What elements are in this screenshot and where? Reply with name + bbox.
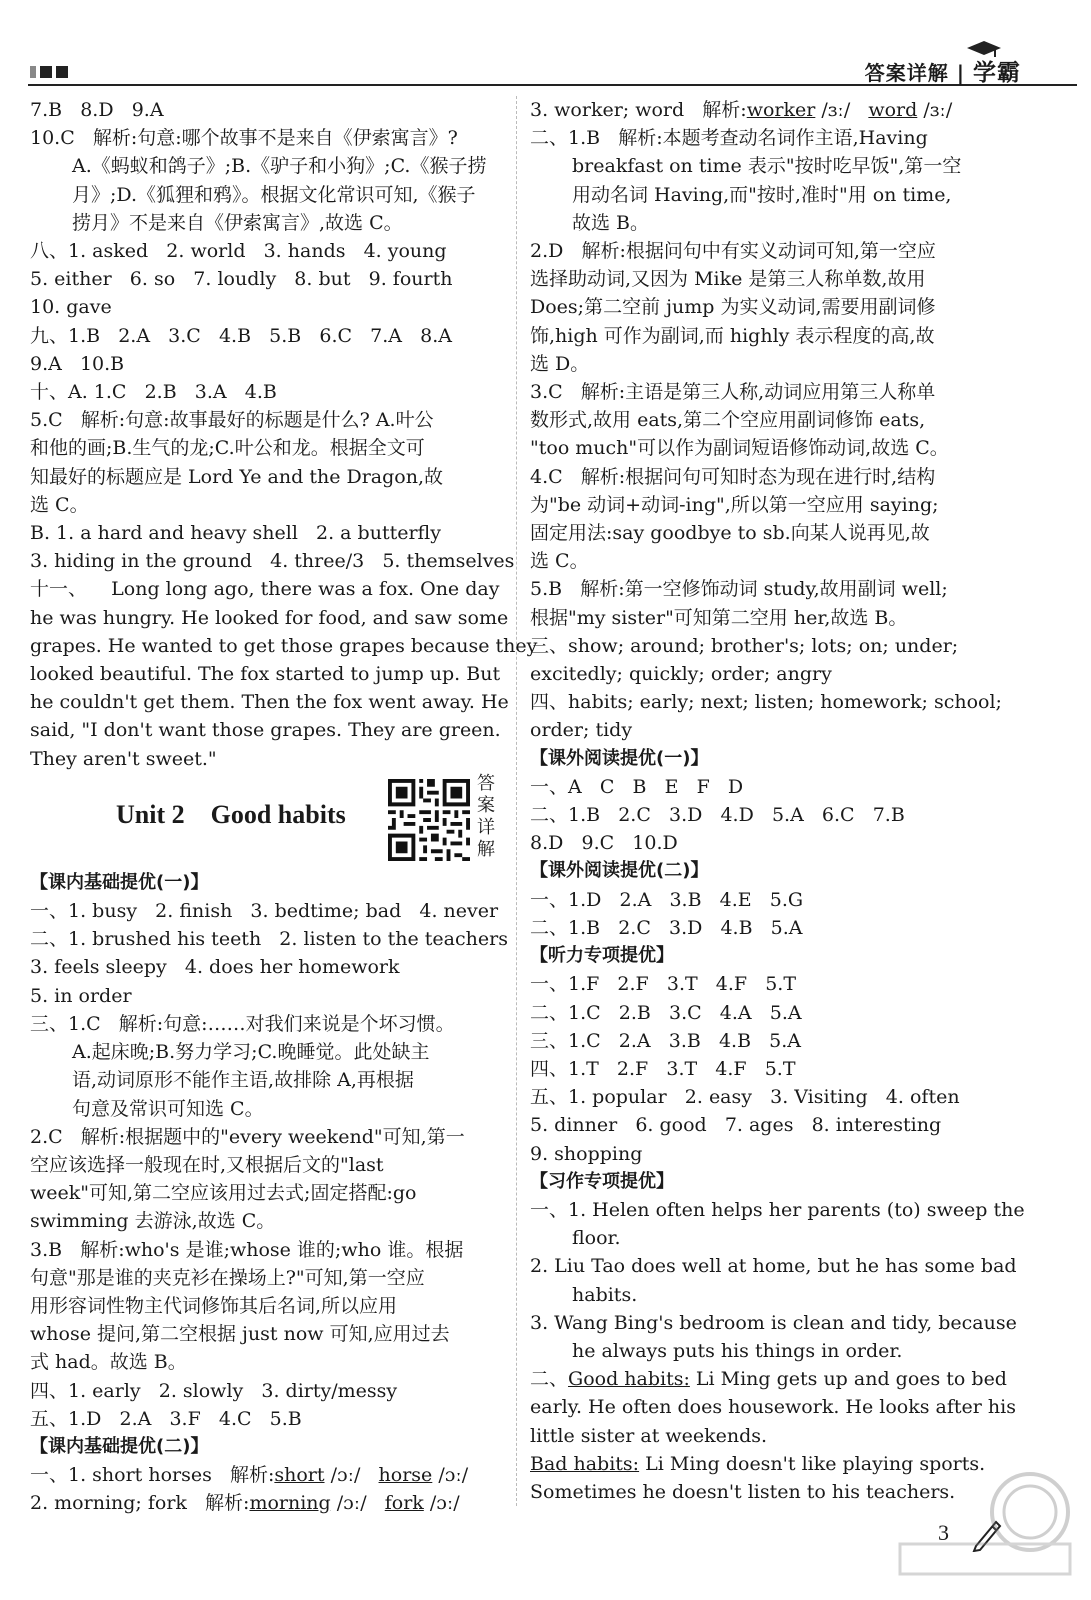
text-line: 一、A C B E F D [530,775,744,798]
text-line: 为"be 动词+动词-ing",所以第一空应用 saying; [530,493,939,516]
page-number: 3 [938,1520,949,1545]
text-line: habits. [572,1283,638,1306]
text-line: 二、1.B 2.C 3.D 4.B 5.A [530,916,803,939]
text-line: 九、1.B 2.A 3.C 4.B 5.B 6.C 7.A 8.A [30,324,452,347]
phonics-word: short [274,1464,325,1487]
header-title-block: 答案详解 | 学霸 [864,60,1021,86]
text-line: 5. either 6. so 7. loudly 8. but 9. fourth [30,268,453,291]
text-line: 9. shopping [530,1142,643,1165]
text-line: 3.C 解析:主语是第三人称,动词应用第三人称单 [530,381,936,404]
text-line: "too much"可以作为副词短语修饰动词,故选 C。 [530,437,949,460]
text-line: 二、1.B 解析:本题考查动名词作主语,Having [530,127,928,150]
text-line: 用动名词 Having,而"按时,准时"用 on time, [572,183,952,206]
text-line: 7.B 8.D 9.A [30,99,164,121]
text-line: 二、1.C 2.B 3.C 4.A 5.A [530,1001,802,1024]
essay-line: little sister at weekends. [530,1424,768,1447]
phonics-word: horse [378,1464,433,1487]
watermark-logo [880,1452,1080,1582]
essay-line: he couldn't get them. Then the fox went away. He [30,691,509,714]
text-line: floor. [572,1227,621,1250]
text-line: A.《蚂蚁和鸽子》;B.《驴子和小狗》;C.《猴子捞 [72,155,487,178]
text-line: 五、1.D 2.A 3.F 4.C 5.B [30,1407,302,1430]
text-line: 四、habits; early; next; listen; homework; school; [530,691,1002,714]
header-title: 答案详解 [864,61,949,85]
text-line: 一、1.D 2.A 3.B 4.E 5.G [530,888,804,911]
text-line: excitedly; quickly; order; angry [530,663,832,686]
phonics-word: worker [746,99,816,121]
text-line: 二、1. brushed his teeth 2. listen to the teachers [30,928,508,951]
essay-line: They aren't sweet." [30,747,217,770]
phonics-word: fork [384,1492,424,1515]
text-line: 十、A. 1.C 2.B 3.A 4.B [30,381,277,404]
text-line: 5.B 解析:第一空修饰动词 study,故用副词 well; [530,578,948,601]
phonics-prefix: 一、1. short horses 解析: [30,1464,275,1487]
bad-habits-label: Bad habits: [530,1452,640,1475]
essay-line: said, "I don't want those grapes. They are green. [30,719,501,742]
text-line: 根据"my sister"可知第二空用 her,故选 B。 [530,606,908,629]
text-line: swimming 去游泳,故选 C。 [30,1210,276,1233]
text-line: 五、1. popular 2. easy 3. Visiting 4. often [530,1086,960,1109]
good-habits-label: Good habits: [568,1368,690,1391]
essay-line [530,1365,1005,1393]
essay-text: Li Ming doesn't like playing sports. [639,1452,986,1475]
text-line: 空应该选择一般现在时,又根据后文的"last [30,1153,384,1176]
text-line: 5. dinner 6. good 7. ages 8. interesting [530,1114,942,1137]
essay-line: looked beautiful. The fox started to jump up. But [30,663,501,686]
section-heading: 【习作专项提优】 [530,1170,674,1192]
text-line: 10.C 解析:句意:哪个故事不是来自《伊索寓言》? [30,127,458,150]
text-line: 3. feels sleepy 4. does her homework [30,956,400,979]
left-column [30,96,538,1518]
text-line: 捞月》不是来自《伊索寓言》,故选 C。 [72,211,403,234]
phonics-sound: /ɔː/ [432,1464,469,1487]
text-line: 8.D 9.C 10.D [530,832,678,855]
text-line: 选择助动词,又因为 Mike 是第三人称单数,故用 [530,268,926,291]
phonics-line [530,96,1005,124]
essay-line: he was hungry. He looked for food, and saw some [30,606,509,629]
unit-title: Unit 2 Good habits [116,799,346,829]
essay-line: early. He often does housework. He looks after his [530,1396,1016,1419]
text-line: 三、1.C 解析:句意:……对我们来说是个坏习惯。 [30,1012,455,1035]
header-brand: 学霸 [973,60,1021,86]
text-line: 10. gave [30,296,112,319]
section-heading: 【听力专项提优】 [530,945,674,967]
section-heading: 【课内基础提优(二)】 [30,1435,209,1457]
qr-label: 答案详解 [477,772,495,860]
section-heading: 【课外阅读提优(一)】 [530,747,709,769]
essay-prefix: 二、 [530,1368,569,1391]
text-line: 3. Wang Bing's bedroom is clean and tidy, because [530,1311,1017,1334]
text-line: 一、1.F 2.F 3.T 4.F 5.T [530,973,797,996]
text-line: 3. hiding in the ground 4. three/3 5. themselves [30,550,515,573]
text-line: Does;第二空前 jump 为实义动词,需要用副词修 [530,296,936,319]
text-line: 数形式,故用 eats,第二个空应用副词修饰 eats, [530,409,926,432]
unit-heading-row [30,773,502,869]
text-line: 2. Liu Tao does well at home, but he has some bad [530,1255,1017,1278]
text-line: 语,动词原形不能作主语,故排除 A,再根据 [72,1069,414,1092]
left-top-block [30,96,538,773]
text-line: 故选 B。 [572,211,650,234]
left-bottom-block [30,869,508,1518]
text-line: breakfast on time 表示"按时吃早饭",第一空 [572,155,962,178]
text-line: 选 C。 [30,493,89,516]
text-line: 知最好的标题应是 Lord Ye and the Dragon,故 [30,465,444,488]
text-line: week"可知,第二空应该用过去式;固定搭配:go [30,1182,417,1205]
text-line: 和他的画;B.生气的龙;C.叶公和龙。根据全文可 [30,437,425,460]
text-line: 2.C 解析:根据题中的"every weekend"可知,第一 [30,1125,465,1148]
text-line: 2.D 解析:根据问句中有实义动词可知,第一空应 [530,240,936,263]
phonics-prefix: 2. morning; fork 解析: [30,1492,250,1515]
text-line: 句意及常识可知选 C。 [72,1097,264,1120]
text-line: 月》;D.《狐狸和鸦》。根据文化常识可知,《猴子 [72,183,476,206]
text-line: 5. in order [30,984,132,1007]
essay-line: 十一、 Long long ago, there was a fox. One day [30,578,500,601]
phonics-line [30,1461,502,1489]
text-line: order; tidy [530,719,633,742]
text-line: 三、1.C 2.A 3.B 4.B 5.A [530,1029,802,1052]
phonics-sound: /ɔː/ [324,1464,379,1487]
text-line: 用形容词性物主代词修饰其后名词,所以应用 [30,1294,398,1317]
essay-line: grapes. He wanted to get those grapes because they [30,634,538,657]
text-line: 句意"那是谁的夹克衫在操场上?"可知,第一空应 [30,1266,425,1289]
text-line: 3.B 解析:who's 是谁;whose 谁的;who 谁。根据 [30,1238,464,1261]
phonics-word: word [868,99,918,121]
phonics-sound: /ɜː/ [815,99,869,121]
text-line: 一、1. Helen often helps her parents (to) sweep the [530,1198,1025,1221]
text-line: 二、1.B 2.C 3.D 4.D 5.A 6.C 7.B [530,804,905,827]
text-line: 4.C 解析:根据问句可知时态为现在进行时,结构 [530,465,936,488]
text-line: 9.A 10.B [30,352,125,375]
phonics-sound: /ɔː/ [330,1492,385,1515]
right-column [530,96,1025,1506]
essay-line: Sometimes he doesn't listen to his teachers. [530,1480,956,1503]
text-line: 5.C 解析:句意:故事最好的标题是什么? A.叶公 [30,409,434,432]
essay-text: Li Ming gets up and goes to bed [689,1368,1007,1391]
text-line: whose 提问,第二空根据 just now 可知,应用过去 [30,1323,450,1346]
text-line: 式 had。故选 B。 [30,1351,187,1374]
text-line: 固定用法:say goodbye to sb.向某人说再见,故 [530,522,930,545]
text-line: 选 C。 [530,550,589,573]
text-line: 四、1. early 2. slowly 3. dirty/messy [30,1379,398,1402]
section-heading: 【课内基础提优(一)】 [30,871,209,893]
text-line: A.起床晚;B.努力学习;C.晚睡觉。此处缺主 [72,1041,430,1064]
phonics-sound: /ɔː/ [423,1492,460,1515]
section-heading: 【课外阅读提优(二)】 [530,860,709,882]
text-line: he always puts his things in order. [572,1339,903,1362]
qr-code-icon[interactable] [388,779,470,861]
text-line: B. 1. a hard and heavy shell 2. a butterfly [30,522,441,545]
text-line: 饰,high 可作为副词,而 highly 表示程度的高,故 [530,324,935,347]
phonics-word: morning [249,1492,331,1515]
phonics-prefix: 3. worker; word 解析: [530,99,747,121]
text-line: 一、1. busy 2. finish 3. bedtime; bad 4. never [30,900,499,923]
text-line: 选 D。 [530,352,590,375]
text-line: 八、1. asked 2. world 3. hands 4. young [30,240,447,263]
header-marks [30,66,68,78]
phonics-line [30,1489,502,1517]
column-divider [516,96,517,1506]
phonics-sound: /ɜː/ [917,99,953,121]
text-line: 三、show; around; brother's; lots; on; under; [530,634,959,657]
text-line: 四、1.T 2.F 3.T 4.F 5.T [530,1057,796,1080]
